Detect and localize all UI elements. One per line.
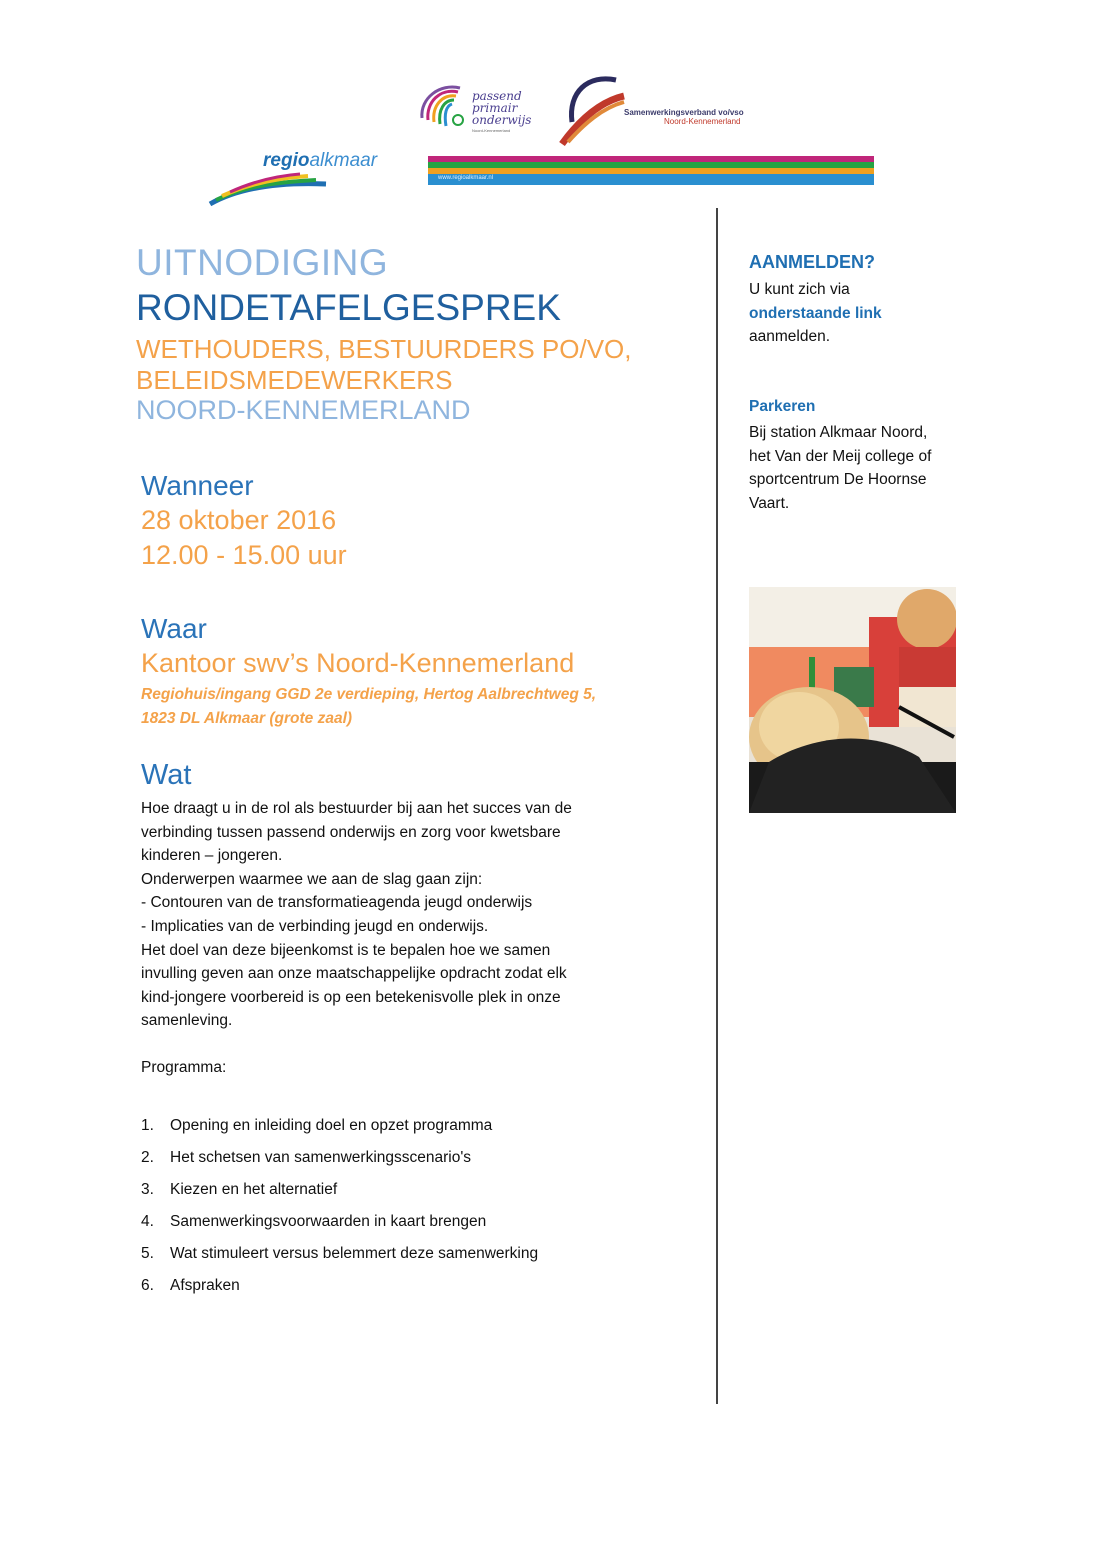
list-item bbox=[141, 1146, 661, 1178]
swv-line-1: Samenwerkingsverband vo/vso bbox=[624, 108, 744, 117]
list-item bbox=[141, 1242, 661, 1274]
parking-title: Parkeren bbox=[749, 398, 816, 415]
where-place: Kantoor swv’s Noord-Kennemerland bbox=[141, 648, 575, 678]
register-line-1: U kunt zich via bbox=[749, 281, 850, 298]
list-item bbox=[141, 1178, 661, 1210]
list-item bbox=[141, 1274, 661, 1306]
column-divider bbox=[716, 208, 718, 1404]
ppo-subtitle: Noord-Kennemerland bbox=[472, 128, 511, 133]
parking-line: sportcentrum De Hoornse bbox=[749, 471, 927, 489]
list-item bbox=[141, 1114, 661, 1146]
list-text: Opening en inleiding doel en opzet programma bbox=[170, 1117, 493, 1134]
program-label: Programma: bbox=[141, 1059, 227, 1076]
list-text: Wat stimuleert versus belemmert deze samenwerking bbox=[170, 1245, 539, 1262]
classroom-photo bbox=[749, 587, 956, 813]
regio-word-light: alkmaar bbox=[309, 150, 378, 171]
when-title: Wanneer bbox=[141, 470, 254, 501]
list-text: Het schetsen van samenwerkingsscenario's bbox=[170, 1149, 472, 1166]
what-line: Hoe draagt u in de rol als bestuurder bij aan het succes van de bbox=[141, 800, 572, 817]
parking-text bbox=[749, 421, 989, 515]
what-line: Onderwerpen waarmee we aan de slag gaan zijn: bbox=[141, 870, 483, 888]
parking-line: het Van der Meij college of bbox=[749, 447, 932, 465]
list-number: 5. bbox=[141, 1245, 154, 1262]
list-text: Samenwerkingsvoorwaarden in kaart brengen bbox=[170, 1213, 487, 1230]
parking-line: Vaart. bbox=[749, 494, 790, 512]
what-body bbox=[141, 797, 681, 1033]
what-title: Wat bbox=[141, 759, 192, 791]
register-text bbox=[749, 278, 882, 349]
list-number: 3. bbox=[141, 1181, 154, 1198]
what-line: - Contouren van de transformatieagenda jeugd onderwijs bbox=[141, 894, 533, 912]
passend-primair-onderwijs-logo bbox=[410, 78, 550, 140]
when-time: 12.00 - 15.00 uur bbox=[141, 540, 347, 570]
address-line-2: 1823 DL Alkmaar (grote zaal) bbox=[141, 710, 353, 727]
list-text: Afspraken bbox=[170, 1277, 240, 1294]
what-line: samenleving. bbox=[141, 1012, 233, 1030]
ppo-line-1: passend bbox=[472, 89, 522, 103]
what-line: Het doel van deze bijeenkomst is te bepalen hoe we samen bbox=[141, 941, 551, 959]
register-link[interactable]: onderstaande link bbox=[749, 304, 882, 322]
audience-line-2: BELEIDSMEDEWERKERS bbox=[136, 365, 453, 395]
regio-url: www.regioalkmaar.nl bbox=[438, 175, 494, 181]
what-line: invulling geven aan onze maatschappelijke opdracht zodat elk bbox=[141, 965, 567, 983]
register-title: AANMELDEN? bbox=[749, 252, 875, 272]
regio-alkmaar-logo bbox=[208, 150, 418, 208]
audience-heading bbox=[136, 334, 696, 396]
ppo-line-3: onderwijs bbox=[472, 113, 532, 127]
list-number: 2. bbox=[141, 1149, 154, 1166]
regio-word-bold: regio bbox=[263, 150, 310, 171]
program-list bbox=[141, 1114, 661, 1306]
regio-color-stripes bbox=[428, 156, 874, 185]
where-title: Waar bbox=[141, 613, 207, 644]
register-line-3: aanmelden. bbox=[749, 328, 831, 346]
invite-heading: UITNODIGING bbox=[136, 242, 389, 283]
where-address bbox=[141, 683, 661, 731]
what-line: kind-jongere voorbereid is op een betekenisvolle plek in onze bbox=[141, 988, 561, 1006]
list-number: 4. bbox=[141, 1213, 154, 1230]
swv-line-2: Noord-Kennemerland bbox=[664, 117, 741, 126]
regio-swoosh-icon bbox=[208, 170, 328, 208]
parking-line: Bij station Alkmaar Noord, bbox=[749, 424, 928, 441]
samenwerkingsverband-logo bbox=[558, 72, 808, 152]
when-date: 28 oktober 2016 bbox=[141, 505, 337, 535]
what-line: - Implicaties van de verbinding jeugd en onderwijs. bbox=[141, 917, 489, 935]
region-heading: NOORD-KENNEMERLAND bbox=[136, 395, 471, 425]
page-title: RONDETAFELGESPREK bbox=[136, 287, 561, 328]
what-line: verbinding tussen passend onderwijs en zorg voor kwetsbare bbox=[141, 823, 561, 841]
ppo-line-2: primair bbox=[472, 101, 518, 115]
audience-line-1: WETHOUDERS, BESTUURDERS PO/VO, bbox=[136, 334, 632, 364]
address-line-1: Regiohuis/ingang GGD 2e verdieping, Hertog Aalbrechtweg 5, bbox=[141, 686, 597, 703]
ppo-swirl-icon bbox=[410, 78, 470, 140]
list-number: 6. bbox=[141, 1277, 154, 1294]
list-item bbox=[141, 1210, 661, 1242]
list-number: 1. bbox=[141, 1117, 154, 1134]
list-text: Kiezen en het alternatief bbox=[170, 1181, 338, 1198]
swv-swoosh-icon bbox=[558, 72, 628, 152]
what-line: kinderen – jongeren. bbox=[141, 847, 283, 865]
